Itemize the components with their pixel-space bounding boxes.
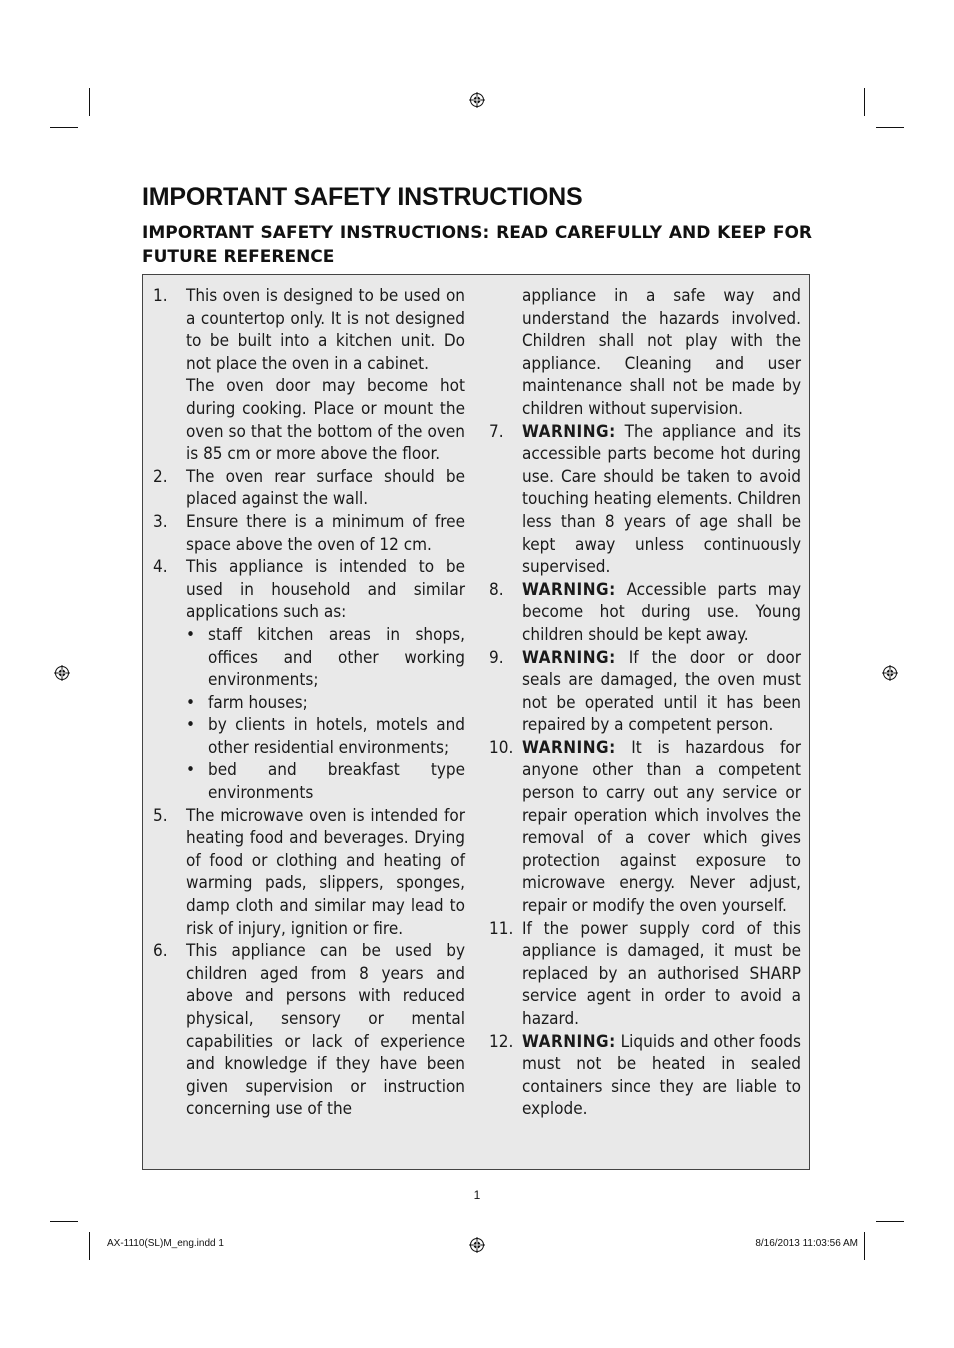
footer-filename: AX-1110(SL)M_eng.indd 1 (107, 1238, 224, 1249)
crop-mark (864, 88, 865, 116)
list-item (489, 647, 801, 737)
bullet-list (186, 624, 465, 805)
list-item (489, 1031, 801, 1121)
item-number: 12. (489, 1031, 514, 1052)
registration-mark-icon (469, 1237, 485, 1253)
list-item (153, 285, 465, 466)
bullet-item: • by clients in hotels, motels and other residential environments; (186, 715, 465, 758)
warning-label: WARNING: (522, 737, 616, 758)
item-text: It is hazardous for anyone other than a competent person to carry out any service or repair operation which involves the removal of a cover which gives protection against exposure to microwave energy. Never adjust, repair or modify the oven yourself. (522, 737, 801, 917)
item-number: 7. (489, 421, 504, 442)
page-number: 1 (473, 1188, 481, 1202)
bullet-item: • bed and breakfast type environments (186, 760, 465, 804)
registration-mark-icon (882, 665, 898, 681)
bullet-item: • staff kitchen areas in shops, offices and other working environments; (186, 624, 465, 691)
item-text: If the power supply cord of this appliance is damaged, it must be replaced by an authorised SHARP service agent in order to avoid a hazard. (522, 918, 801, 1029)
list-item (489, 579, 801, 647)
item-number: 10. (489, 737, 514, 758)
crop-mark (876, 127, 904, 128)
list-item (153, 466, 465, 511)
bullet-icon: • (186, 760, 196, 781)
item-text: If the door or door seals are damaged, the oven must not be operated until it has been repaired by a competent person. (522, 647, 801, 736)
item-text: This appliance is intended to be used in household and similar applications such as: (186, 557, 465, 623)
item-number: 4. (153, 557, 168, 578)
item-text: Liquids and other foods must not be heated in sealed containers since they are liable to explode. (522, 1031, 801, 1120)
list-item (153, 511, 465, 556)
item-text: The oven rear surface should be placed against the wall. (186, 466, 465, 510)
item-text: This oven is designed to be used on a countertop only. It is not designed to be built into a kitchen unit. Do not place the oven in a cabinet. (186, 286, 465, 374)
item-text: The oven door may become hot during cooking. Place or mount the oven so that the bottom of the oven is 85 cm or more above the floor. (186, 376, 465, 465)
crop-mark (876, 1221, 904, 1222)
list-item (153, 556, 465, 805)
instructions-column-right (489, 285, 801, 1121)
warning-label: WARNING: (522, 1031, 616, 1052)
item-text: This appliance can be used by children aged from 8 years and above and persons with reduced physical, sensory or mental capabilities or lack of experience and knowledge if they have been given supervision or instruction concerning use of the (186, 941, 465, 1120)
item-number: 8. (489, 579, 504, 600)
item-text: The microwave oven is intended for heating food and beverages. Drying of food or clothing and heating of warming pads, slippers, sponges, damp cloth and similar may lead to risk of injury, ignition or fire. (186, 805, 465, 939)
item-text: Accessible parts may become hot during use. Young children should be kept away. (522, 579, 801, 645)
instructions-column-left (153, 285, 465, 1121)
warning-label: WARNING: (522, 647, 616, 668)
crop-mark (50, 127, 78, 128)
crop-mark (89, 88, 90, 116)
page-title: IMPORTANT SAFETY INSTRUCTIONS (142, 183, 583, 211)
item-number: 2. (153, 466, 168, 487)
crop-mark (50, 1221, 78, 1222)
item-text: appliance in a safe way and understand the hazards involved. Children shall not play with the appliance. Cleaning and user maintenance shall not be made by children without supervision. (522, 286, 801, 419)
warning-label: WARNING: (522, 421, 616, 442)
item-number: 11. (489, 918, 514, 939)
item-number: 9. (489, 647, 504, 668)
instructions-box (142, 274, 810, 1170)
page-subtitle: IMPORTANT SAFETY INSTRUCTIONS: READ CAREFULLY AND KEEP FOR FUTURE REFERENCE (142, 223, 812, 267)
item-text: Ensure there is a minimum of free space above the oven of 12 cm. (186, 511, 465, 555)
bullet-item: • farm houses; (186, 692, 308, 713)
item-number: 3. (153, 511, 168, 532)
item-text: The appliance and its accessible parts become hot during use. Care should be taken to avoid touching heating elements. Children less than 8 years of age shall be kept away unless continuously supervised. (522, 421, 802, 578)
footer-timestamp: 8/16/2013 11:03:56 AM (755, 1238, 858, 1249)
crop-mark (89, 1232, 90, 1260)
item-number: 5. (153, 805, 168, 826)
item-number: 1. (153, 286, 168, 306)
list-item (489, 918, 801, 1031)
warning-label: WARNING: (522, 579, 616, 600)
bullet-icon: • (186, 715, 196, 736)
list-item (489, 737, 801, 918)
bullet-icon: • (186, 624, 196, 645)
item-number: 6. (153, 941, 168, 962)
list-item-continued (489, 285, 801, 421)
bullet-icon: • (186, 692, 196, 713)
list-item (153, 940, 465, 1121)
list-item (153, 805, 465, 941)
crop-mark (864, 1232, 865, 1260)
registration-mark-icon (469, 92, 485, 108)
registration-mark-icon (54, 665, 70, 681)
list-item (489, 421, 801, 579)
